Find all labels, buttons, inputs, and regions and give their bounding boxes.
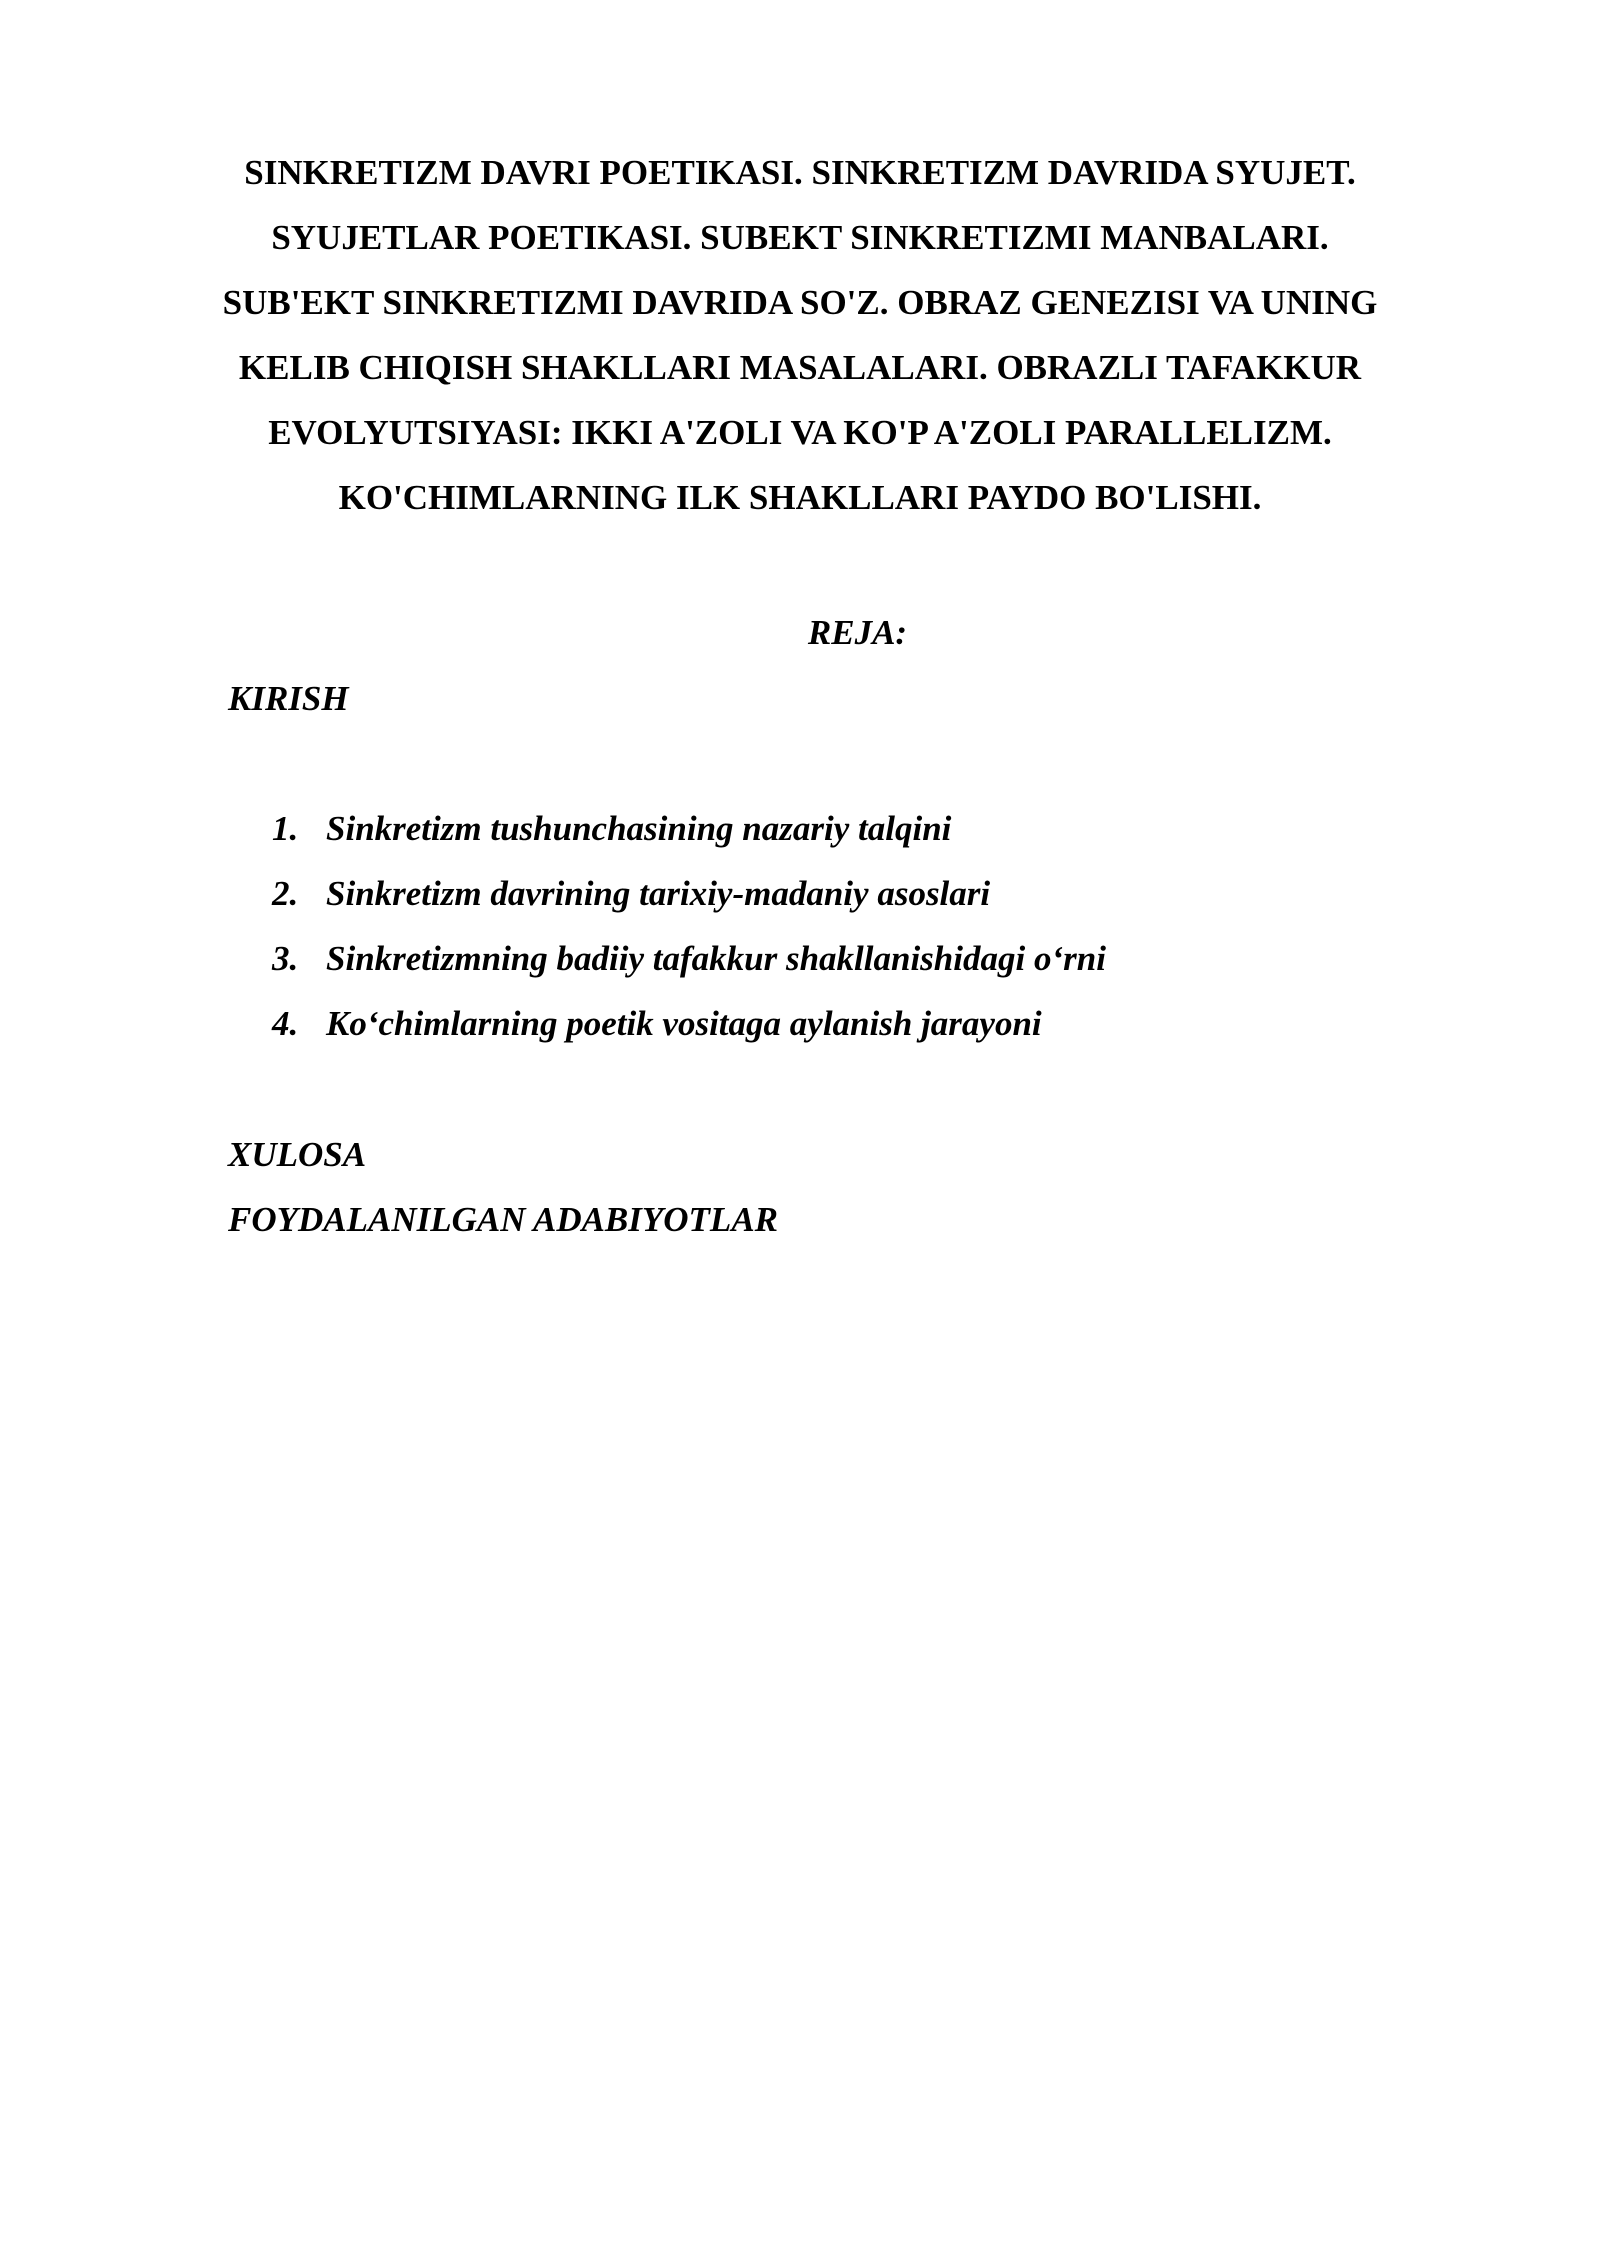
title-line: KELIB CHIQISH SHAKLLARI MASALALARI. OBRAZLI TAFAKKUR (238, 348, 1362, 387)
plan-item-number: 1. (272, 809, 299, 848)
plan-heading: REJA: (807, 613, 908, 652)
title-line: SINKRETIZM DAVRI POETIKASI. SINKRETIZM DAVRIDA SYUJET. (244, 153, 1356, 192)
document-title (200, 140, 1400, 530)
conclusion-heading: XULOSA (228, 1135, 367, 1174)
intro-heading: KIRISH (228, 679, 349, 718)
plan-item-text: Sinkretizm tushunchasining nazariy talqini (326, 809, 952, 848)
plan-item (272, 926, 1106, 991)
plan-item-text: Sinkretizmning badiiy tafakkur shakllanishidagi o‘rni (326, 939, 1106, 978)
plan-item-number: 4. (272, 1004, 299, 1043)
plan-item-number: 2. (272, 874, 299, 913)
plan-item-text: Ko‘chimlarning poetik vositaga aylanish jarayoni (326, 1004, 1042, 1043)
title-line: EVOLYUTSIYASI: IKKI A'ZOLI VA KO'P A'ZOLI PARALLELIZM. (268, 413, 1332, 452)
plan-item (272, 796, 1106, 861)
plan-item (272, 861, 1106, 926)
plan-item (272, 991, 1106, 1056)
title-line: KO'CHIMLARNING ILK SHAKLLARI PAYDO BO'LISHI. (338, 478, 1262, 517)
plan-item-number: 3. (272, 939, 299, 978)
plan-item-text: Sinkretizm davrining tarixiy-madaniy asoslari (326, 874, 991, 913)
title-line: SUB'EKT SINKRETIZMI DAVRIDA SO'Z. OBRAZ GENEZISI VA UNING (222, 283, 1378, 322)
title-line: SYUJETLAR POETIKASI. SUBEKT SINKRETIZMI MANBALARI. (271, 218, 1329, 257)
plan-list (272, 796, 1106, 1056)
references-heading: FOYDALANILGAN ADABIYOTLAR (228, 1200, 779, 1239)
